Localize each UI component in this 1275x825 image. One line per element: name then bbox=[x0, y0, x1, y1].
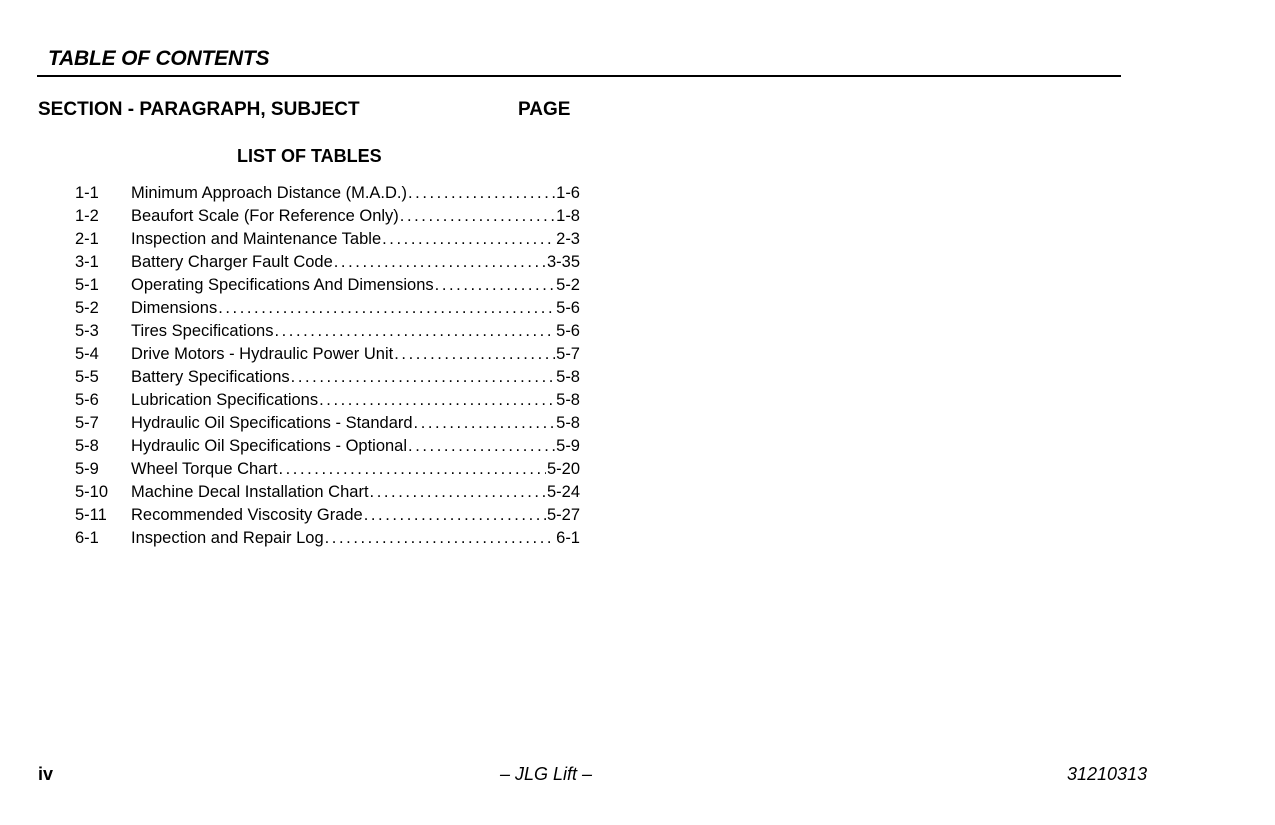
dot-leader bbox=[400, 207, 555, 226]
toc-entry-page: 2-3 bbox=[556, 230, 580, 248]
toc-entry[interactable] bbox=[75, 391, 580, 414]
toc-entry[interactable] bbox=[75, 345, 580, 368]
toc-entry[interactable] bbox=[75, 506, 580, 529]
toc-entry-number: 5-4 bbox=[75, 345, 99, 363]
toc-entry-title: Inspection and Repair Log bbox=[131, 529, 324, 547]
toc-entry[interactable] bbox=[75, 322, 580, 345]
toc-entry-page: 1-8 bbox=[556, 207, 580, 225]
toc-entry[interactable] bbox=[75, 437, 580, 460]
toc-entry-number: 1-1 bbox=[75, 184, 99, 202]
toc-entry-number: 6-1 bbox=[75, 529, 99, 547]
toc-entry-title: Beaufort Scale (For Reference Only) bbox=[131, 207, 399, 225]
toc-entry-number: 5-1 bbox=[75, 276, 99, 294]
toc-entry[interactable] bbox=[75, 299, 580, 322]
dot-leader bbox=[408, 184, 555, 203]
toc-entry-page: 5-24 bbox=[546, 483, 580, 501]
toc-entry-page: 5-9 bbox=[556, 437, 580, 455]
toc-entry-title: Tires Specifications bbox=[131, 322, 274, 340]
toc-entry-title: Lubrication Specifications bbox=[131, 391, 319, 409]
list-of-tables-title: LIST OF TABLES bbox=[237, 146, 382, 166]
dot-leader bbox=[382, 230, 555, 249]
toc-entry-title: Inspection and Maintenance Table bbox=[131, 230, 382, 248]
toc-entry[interactable] bbox=[75, 230, 580, 253]
dot-leader bbox=[414, 414, 556, 433]
dot-leader bbox=[334, 253, 546, 272]
toc-entry-page: 5-6 bbox=[556, 299, 580, 317]
toc-entry-title: Drive Motors - Hydraulic Power Unit bbox=[131, 345, 394, 363]
toc-entry-title: Operating Specifications And Dimensions bbox=[131, 276, 434, 294]
toc-entry-page: 5-8 bbox=[556, 368, 580, 386]
toc-entry-number: 5-8 bbox=[75, 437, 99, 455]
toc-entry-page: 5-27 bbox=[546, 506, 580, 524]
toc-entry-title: Hydraulic Oil Specifications - Standard bbox=[131, 414, 413, 432]
toc-entry[interactable] bbox=[75, 368, 580, 391]
toc-entry-number: 3-1 bbox=[75, 253, 99, 271]
footer-publisher: – JLG Lift – bbox=[500, 764, 593, 784]
toc-entry-number: 1-2 bbox=[75, 207, 99, 225]
toc-entry-page: 1-6 bbox=[556, 184, 580, 202]
toc-entry-number: 5-11 bbox=[75, 506, 107, 524]
dot-leader bbox=[408, 437, 555, 456]
toc-entry-number: 5-9 bbox=[75, 460, 99, 478]
toc-entry[interactable] bbox=[75, 253, 580, 276]
toc-entry[interactable] bbox=[75, 414, 580, 437]
toc-entry[interactable] bbox=[75, 460, 580, 483]
dot-leader bbox=[278, 460, 546, 479]
toc-entry-title: Battery Specifications bbox=[131, 368, 290, 386]
toc-entry-page: 5-6 bbox=[556, 322, 580, 340]
toc-entry-number: 5-10 bbox=[75, 483, 109, 501]
toc-entry-title: Machine Decal Installation Chart bbox=[131, 483, 369, 501]
toc-entry-page: 5-2 bbox=[556, 276, 580, 294]
toc-entry-page: 6-1 bbox=[556, 529, 580, 547]
dot-leader bbox=[394, 345, 555, 364]
toc-entry-number: 5-5 bbox=[75, 368, 99, 386]
dot-leader bbox=[370, 483, 546, 502]
toc-entry[interactable] bbox=[75, 276, 580, 299]
footer-page-number: iv bbox=[38, 764, 54, 784]
toc-entry-title: Hydraulic Oil Specifications - Optional bbox=[131, 437, 408, 455]
dot-leader bbox=[291, 368, 555, 387]
dot-leader bbox=[218, 299, 555, 318]
column-heading-page: PAGE bbox=[518, 99, 571, 120]
toc-entry-title: Battery Charger Fault Code bbox=[131, 253, 333, 271]
toc-entry-page: 5-8 bbox=[556, 414, 580, 432]
toc-entry-page: 3-35 bbox=[546, 253, 580, 271]
toc-entry-title: Recommended Viscosity Grade bbox=[131, 506, 363, 524]
dot-leader bbox=[319, 391, 555, 410]
toc-entry-number: 5-2 bbox=[75, 299, 99, 317]
toc-entry-number: 2-1 bbox=[75, 230, 99, 248]
toc-entry-title: Minimum Approach Distance (M.A.D.) bbox=[131, 184, 407, 202]
page-header-title: TABLE OF CONTENTS bbox=[48, 47, 270, 70]
dot-leader bbox=[325, 529, 556, 548]
toc-entry-page: 5-20 bbox=[546, 460, 580, 478]
toc-entry-number: 5-3 bbox=[75, 322, 99, 340]
dot-leader bbox=[364, 506, 546, 525]
toc-entry-number: 5-6 bbox=[75, 391, 99, 409]
dot-leader bbox=[274, 322, 555, 341]
dot-leader bbox=[435, 276, 555, 295]
toc-entry[interactable] bbox=[75, 483, 580, 506]
toc-entry-title: Wheel Torque Chart bbox=[131, 460, 278, 478]
column-heading-section: SECTION - PARAGRAPH, SUBJECT bbox=[38, 99, 360, 120]
toc-entry[interactable] bbox=[75, 529, 580, 552]
footer-document-number: 31210313 bbox=[1067, 764, 1148, 784]
toc-entry-number: 5-7 bbox=[75, 414, 99, 432]
toc-list bbox=[75, 184, 580, 552]
header-rule bbox=[37, 75, 1121, 77]
toc-entry[interactable] bbox=[75, 207, 580, 230]
toc-entry-page: 5-7 bbox=[556, 345, 580, 363]
toc-entry-page: 5-8 bbox=[556, 391, 580, 409]
toc-entry-title: Dimensions bbox=[131, 299, 218, 317]
toc-entry[interactable] bbox=[75, 184, 580, 207]
